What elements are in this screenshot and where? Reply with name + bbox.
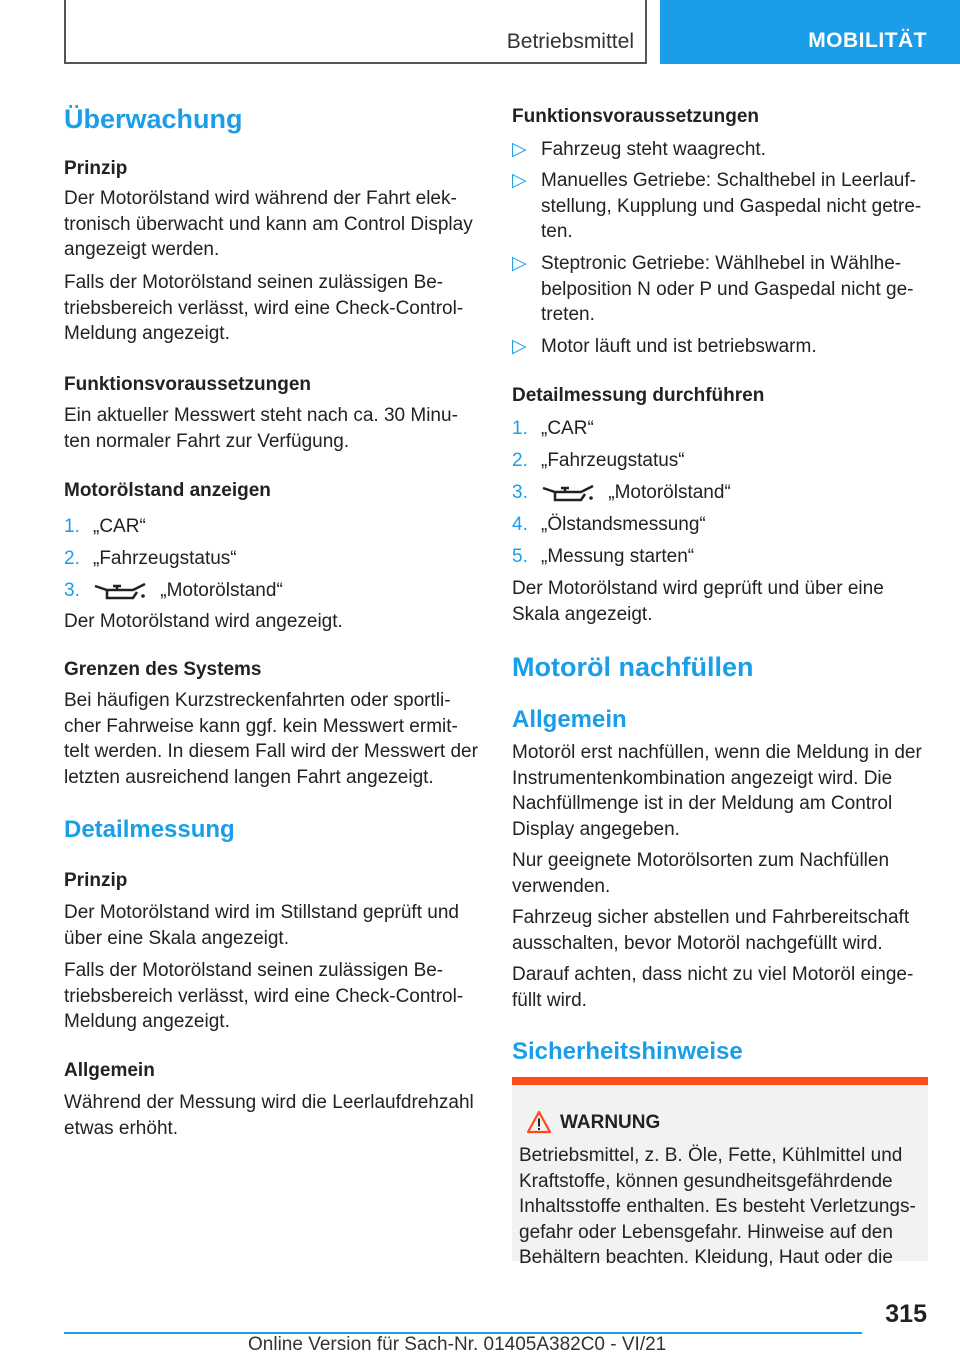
list-item-text: Fahrzeug steht waagrecht.: [541, 139, 766, 160]
step-text: „Motorölstand“: [160, 580, 283, 601]
list-item-text: Manuelles Getriebe: Schalthebel in Leerlauf-stellung, Kupplung und Gaspedal nicht getre-ten.: [541, 170, 922, 242]
list-item: [64, 578, 479, 604]
list-item: [512, 416, 932, 442]
step-text: „Messung starten“: [541, 546, 695, 567]
paragraph: Falls der Motorölstand seinen zulässigen Be-triebsbereich verlässt, wird eine Check-Control-Meldung angezeigt.: [64, 272, 464, 344]
section-heading-ueberwachung: Überwachung: [64, 104, 243, 134]
step-result: Der Motorölstand wird geprüft und über eine Skala angezeigt.: [512, 578, 884, 625]
step-text: „CAR“: [541, 418, 594, 439]
paragraph: Der Motorölstand wird im Stillstand geprüft und über eine Skala angezeigt.: [64, 902, 459, 949]
footer-text: Online Version für Sach-Nr. 01405A382C0 - VI/21: [248, 1334, 667, 1355]
list-item: [512, 480, 932, 506]
paragraph: Der Motorölstand wird während der Fahrt elek-tronisch überwacht und kann am Control Display angezeigt werden.: [64, 188, 473, 260]
step-number: 1.: [512, 418, 528, 439]
list-item: [512, 448, 932, 474]
warning-title: WARNUNG: [560, 1112, 661, 1133]
list-item-text: Steptronic Getriebe: Wählhebel in Wählhe-belposition N oder P und Gaspedal nicht ge-treten.: [541, 253, 914, 325]
subheading-funktionsvoraussetzungen: Funktionsvoraussetzungen: [64, 374, 312, 395]
header-section-title: Betriebsmittel: [506, 30, 634, 53]
step-number: 2.: [512, 450, 528, 471]
step-number: 4.: [512, 514, 528, 535]
list-item: [64, 546, 479, 572]
subheading-funktionsvoraussetzungen: Funktionsvoraussetzungen: [512, 106, 760, 127]
paragraph: Nur geeignete Motorölsorten zum Nachfüllen verwenden.: [512, 850, 890, 897]
list-item: [64, 514, 479, 540]
step-text: „Fahrzeugstatus“: [93, 548, 237, 569]
list-item: [512, 168, 932, 245]
step-result: Der Motorölstand wird angezeigt.: [64, 611, 343, 632]
step-number: 2.: [64, 548, 80, 569]
subheading-prinzip: Prinzip: [64, 158, 128, 179]
list-item: [512, 251, 932, 328]
header-chapter-tab[interactable]: [660, 0, 960, 64]
warning-box: [512, 1077, 928, 1268]
step-text: „Fahrzeugstatus“: [541, 450, 685, 471]
subsection-heading-allgemein: Allgemein: [512, 706, 627, 733]
subheading-detailmessung-durchfuehren: Detailmessung durchführen: [512, 385, 765, 406]
triangle-bullet-icon: ▷: [512, 336, 527, 357]
warning-text: Betriebsmittel, z. B. Öle, Fette, Kühlmittel und Kraftstoffe, können gesundheitsgefährdende Inhaltsstoffe enthalten. Es besteht Verletzungs-gefahr oder Lebensgefahr. Hinweise auf den Behältern beachten. Kleidung, Haut oder die: [519, 1145, 916, 1268]
list-item: [512, 137, 932, 163]
paragraph: Während der Messung wird die Leerlaufdrehzahl etwas erhöht.: [64, 1092, 474, 1139]
step-number: 5.: [512, 546, 528, 567]
paragraph: Fahrzeug sicher abstellen und Fahrbereitschaft ausschalten, bevor Motoröl nachgefüllt wird.: [512, 907, 910, 954]
step-text: „Motorölstand“: [608, 482, 731, 503]
list-item: [512, 334, 932, 360]
step-number: 3.: [512, 482, 528, 503]
paragraph: Ein aktueller Messwert steht nach ca. 30 Minu-ten normaler Fahrt zur Verfügung.: [64, 405, 458, 452]
section-heading-motoroel-nachfuellen: Motoröl nachfüllen: [512, 652, 754, 682]
triangle-bullet-icon: ▷: [512, 253, 527, 274]
subheading-motoroelstand-anzeigen: Motorölstand anzeigen: [64, 480, 271, 501]
section-heading-detailmessung: Detailmessung: [64, 816, 235, 843]
list-item: [512, 512, 932, 538]
paragraph: Bei häufigen Kurzstreckenfahrten oder sportli-cher Fahrweise kann ggf. kein Messwert ermit-telt werden. In diesem Fall wird der Messwert der letzten ausreichend langen Fahrt angezeigt.: [64, 690, 478, 788]
triangle-bullet-icon: ▷: [512, 170, 527, 191]
oil-can-icon: [93, 580, 147, 602]
page-number: 315: [885, 1300, 927, 1328]
step-number: 3.: [64, 580, 80, 601]
triangle-bullet-icon: ▷: [512, 139, 527, 160]
subheading-allgemein: Allgemein: [64, 1060, 155, 1081]
step-text: „Ölstandsmessung“: [541, 514, 706, 535]
list-item-text: Motor läuft und ist betriebswarm.: [541, 336, 817, 357]
step-text: „CAR“: [93, 516, 146, 537]
paragraph: Motoröl erst nachfüllen, wenn die Meldung in der Instrumentenkombination angezeigt wird. Die Nachfüllmenge ist in der Meldung am Control Display angegeben.: [512, 742, 922, 840]
header-chapter-label: MOBILITÄT: [808, 29, 927, 52]
list-item: [512, 544, 932, 570]
step-number: 1.: [64, 516, 80, 537]
subheading-grenzen: Grenzen des Systems: [64, 659, 262, 680]
paragraph: Falls der Motorölstand seinen zulässigen Be-triebsbereich verlässt, wird eine Check-Control-Meldung angezeigt.: [64, 960, 464, 1032]
warning-triangle-icon: [526, 1110, 552, 1134]
subheading-prinzip: Prinzip: [64, 870, 128, 891]
oil-can-icon: [541, 482, 595, 504]
subsection-heading-sicherheitshinweise: Sicherheitshinweise: [512, 1038, 743, 1065]
paragraph: Darauf achten, dass nicht zu viel Motoröl einge-füllt wird.: [512, 964, 914, 1011]
